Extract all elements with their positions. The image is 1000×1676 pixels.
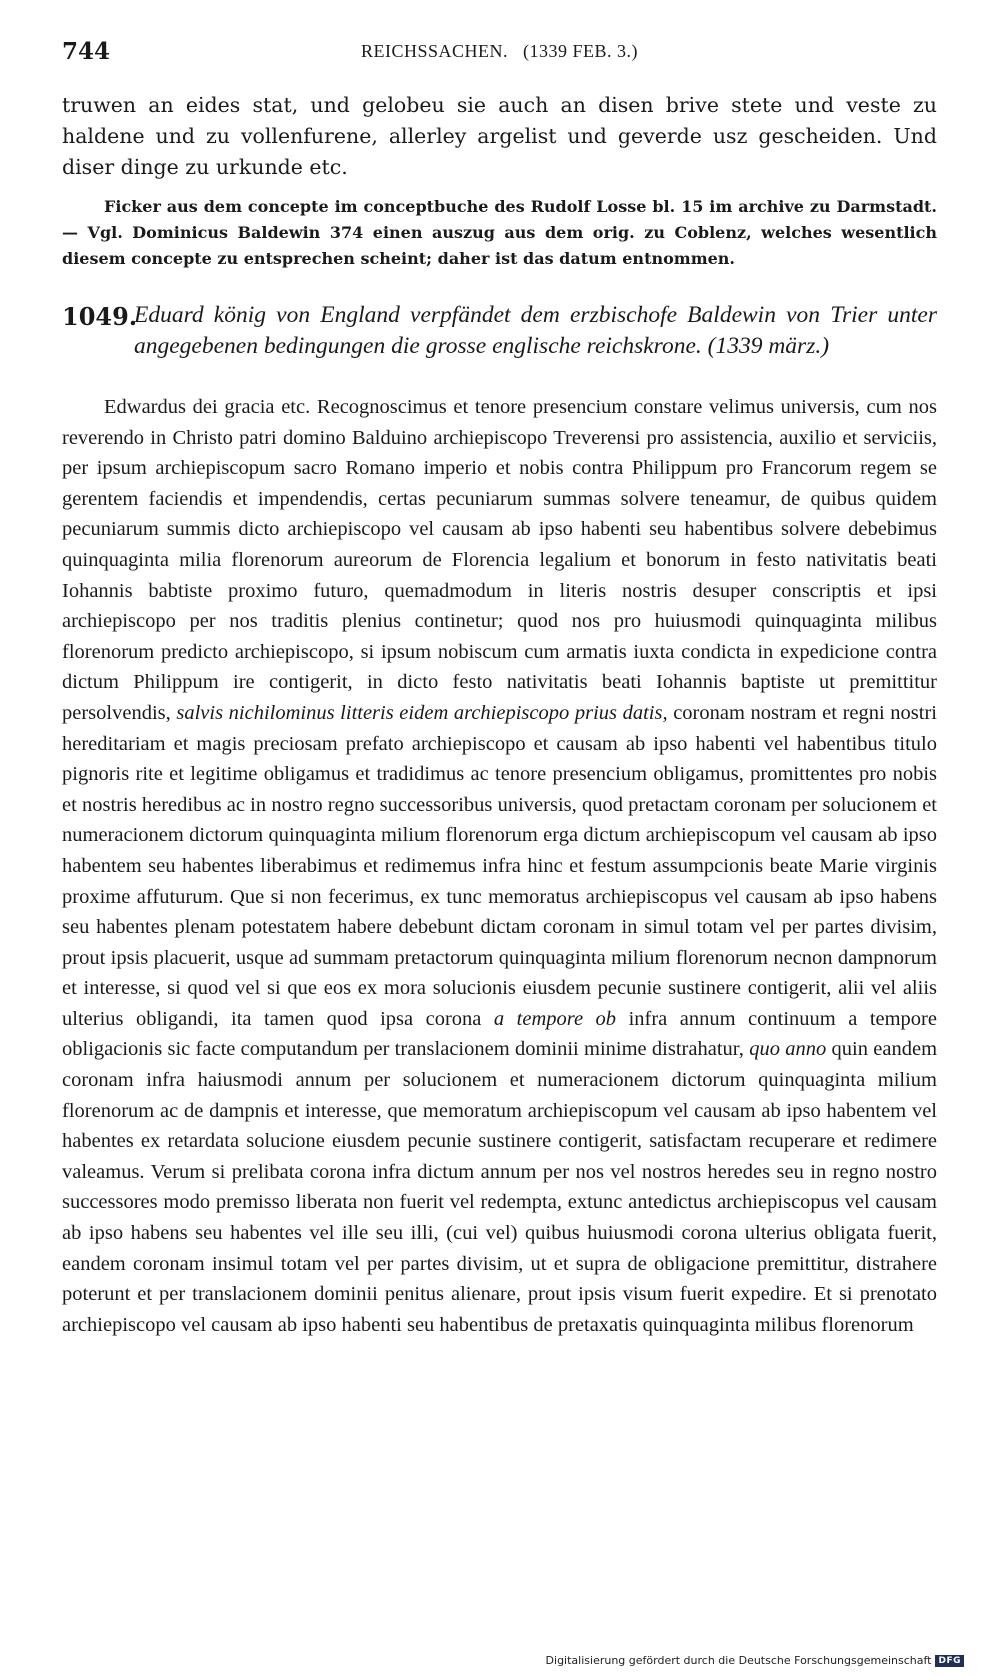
body-segment-4: quin eandem coronam infra haiusmodi annum per solucionem et numeracionem dictorum quinquaginta milium florenorum ac de dampnis et interesse, que memoratum archiepiscopum vel causam ab ipso habentem vel habentes ex retardata solucione eiusdem pecunie sustinere contigerit, satisfactam recuperare et redimere valeamus. Verum si prelibata corona infra dictum annum per nos vel nostros heredes seu in regno nostro successores modo premisso liberata non fuerit vel redempta, extunc antedictus archiepiscopus vel causam ab ipso habens seu habentes vel ille seu illi, (cui vel) quibus huiusmodi corona ulterius obligata fuerit, eandem coronam insimul totam vel per partes divisim, ut et supra de obligacione premittitur, distrahere poterunt et per translacionem dominii penitus alienare, prout ipsis visum fuerit expedire. Et si prenotato archiepiscopo vel causam ab ipso habenti seu habentibus de pretaxatis quinquaginta milibus florenorum: [62, 1038, 938, 1336]
body-segment-1: Edwardus dei gracia etc. Recognoscimus et tenore presencium constare velimus universis, cum nos reverendo in Christo patri domino Balduino archiepiscopo Treverensi pro assistencia, auxilio et serviciis, per ipsum archiepiscopum sacro Romano imperio et nobis contra Philippum pro Francorum regem se gerentem faciendis et impendendis, certas pecuniarum summas solvere teneamur, de quibus quidem pecuniarum summis dicto archiepiscopo vel causam ab ipso habenti seu habentibus solvere debebimus quinquaginta milia florenorum aureorum de Florencia legalium et bonorum in festo nativitatis beati Iohannis babtiste proximo futuro, quemadmodum in literis nostris desuper conscriptis et ipsi archiepiscopo per nos traditis plenius continetur; quod nos pro huiusmodi quinquaginta milibus florenorum predicto archiepiscopo, si ipsum nobiscum cum armatis iuxta condicta in expedicione contra dictum Philippum ire contigerit, in dicto festo nativitatis beati Iohannis baptiste ut premittitur persolvendis,: [62, 396, 937, 724]
digitization-credit: [546, 1654, 964, 1667]
italic-segment-1: salvis nichilominus litteris eidem archiepiscopo prius datis,: [176, 701, 668, 724]
running-head: REICHSSACHEN. (1339 FEB. 3.): [360, 41, 639, 61]
source-note-text: Ficker aus dem concepte im conceptbuche des Rudolf Losse bl. 15 im archive zu Darmstadt. — Vgl. Dominicus Baldewin 374 einen auszug aus dem orig. zu Coblenz, welches wesentlich diesem concepte zu entsprechen scheint; daher ist das datum entnommen.: [62, 197, 937, 268]
entry-body-paragraph: [62, 392, 937, 1340]
source-note: [62, 194, 937, 272]
previous-entry-text: truwen an eides stat, und gelobeu sie auch an disen brive stete und veste zu haldene und zu vollenfurene, allerley argelist und geverde usz gescheiden. Und diser dinge zu urkunde etc.: [62, 93, 937, 179]
entry-title: Eduard könig von England verpfändet dem erzbischofe Baldewin von Trier unter angegebenen bedingungen die grosse englische reichskrone. (1339 märz.): [134, 302, 937, 359]
body-segment-3: infra annum continuum a tempore obligacionis sic facte computandum per translacionem dominii minime distrahatur,: [62, 1007, 937, 1061]
page-number: 744: [62, 38, 111, 65]
page-header: [62, 38, 937, 70]
entry-body: [62, 392, 937, 1340]
italic-segment-3: quo anno: [749, 1038, 827, 1061]
entry-heading: [62, 300, 937, 400]
entry-number: 1049.: [62, 302, 138, 331]
italic-segment-2: a tempore ob: [493, 1007, 617, 1030]
credit-text: Digitalisierung gefördert durch die Deutsche Forschungsgemeinschaft: [545, 1654, 932, 1667]
dfg-logo: DFG: [935, 1655, 964, 1667]
body-segment-2: coronam nostram et regni nostri hereditariam et magis preciosam prefato archiepiscopo et causam ab ipso habenti vel habentibus titulo pignoris rite et legitime obligamus et tradidimus ac tenore presencium obligamus, promittentes pro nobis et nostris heredibus ac in nostro regno successoribus universis, quod pretactam coronam per solucionem et numeracionem dictorum quinquaginta milium florenorum erga dictum archiepiscopum vel causam ab ipso habentem seu habentes liberabimus et redimemus infra hinc et festum assumpcionis beate Marie virginis proxime affuturum. Que si non fecerimus, ex tunc memoratus archiepiscopus vel causam ab ipso habens seu habentes plenam potestatem habere debebunt dictam coronam in simul totam vel per partes divisim, prout ipsis placuerit, usque ad summam pretactorum quinquaginta milium florenorum necnon dampnorum et interesse, si quod vel si que eos ex mora solucionis eiusdem pecunie sustinere contigerit, alii vel aliis ulterius obligandi, ita tamen quod ipsa corona: [62, 701, 937, 1030]
